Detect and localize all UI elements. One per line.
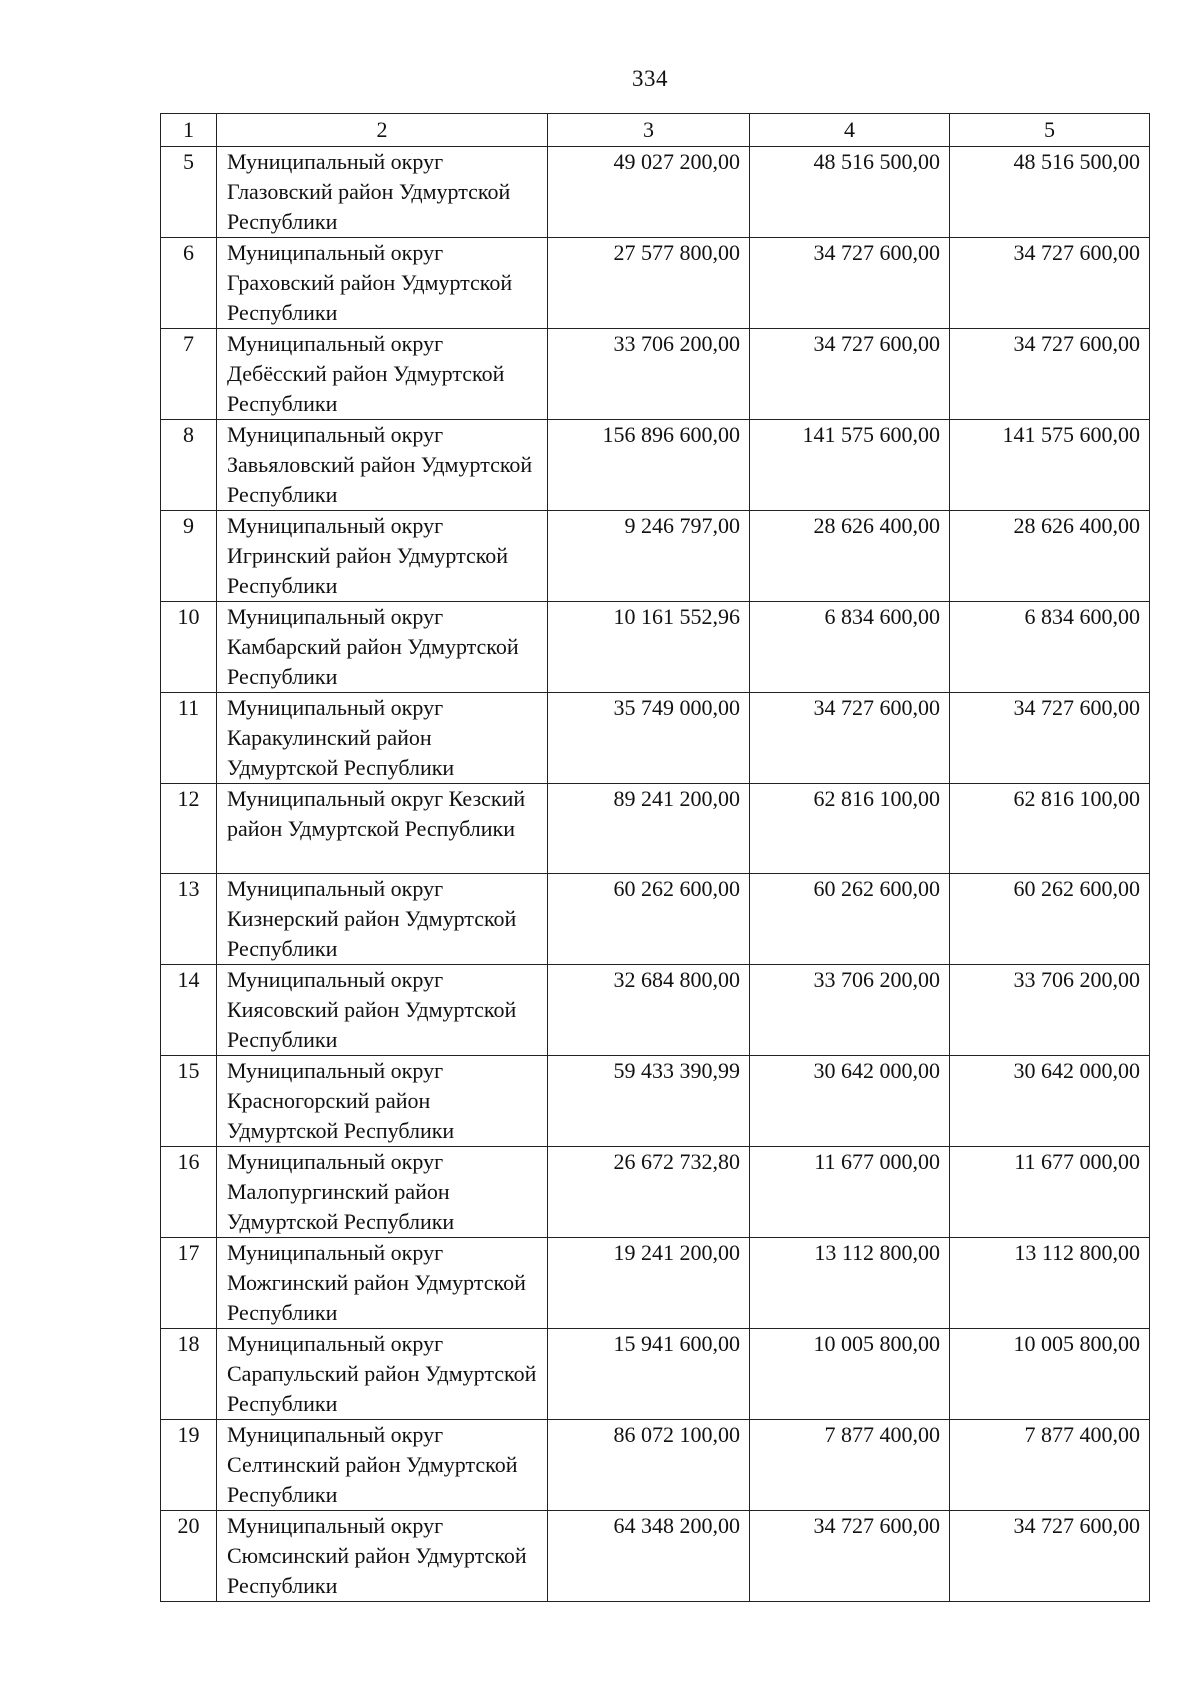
value-col-4: 62 816 100,00 (750, 784, 950, 874)
value-col-5: 28 626 400,00 (950, 511, 1150, 602)
value-col-5: 34 727 600,00 (950, 1511, 1150, 1602)
value-col-4: 10 005 800,00 (750, 1329, 950, 1420)
row-number: 12 (161, 784, 217, 874)
value-col-5: 34 727 600,00 (950, 329, 1150, 420)
row-number: 10 (161, 602, 217, 693)
value-col-3: 64 348 200,00 (548, 1511, 750, 1602)
row-number: 8 (161, 420, 217, 511)
value-col-3: 86 072 100,00 (548, 1420, 750, 1511)
municipality-name: Муниципальный округ Завьяловский район Удмуртской Республики (217, 420, 548, 511)
value-col-5: 13 112 800,00 (950, 1238, 1150, 1329)
value-col-4: 13 112 800,00 (750, 1238, 950, 1329)
value-col-5: 48 516 500,00 (950, 147, 1150, 238)
table-row (161, 329, 1150, 420)
municipality-name: Муниципальный округ Киясовский район Удмуртской Республики (217, 965, 548, 1056)
table-row (161, 420, 1150, 511)
value-col-4: 11 677 000,00 (750, 1147, 950, 1238)
row-number: 9 (161, 511, 217, 602)
municipality-name: Муниципальный округ Игринский район Удмуртской Республики (217, 511, 548, 602)
row-number: 17 (161, 1238, 217, 1329)
municipality-name: Муниципальный округ Селтинский район Удмуртской Республики (217, 1420, 548, 1511)
value-col-3: 33 706 200,00 (548, 329, 750, 420)
municipality-name: Муниципальный округ Можгинский район Удмуртской Республики (217, 1238, 548, 1329)
table-row (161, 238, 1150, 329)
header-cell-3: 3 (548, 114, 750, 147)
value-col-3: 26 672 732,80 (548, 1147, 750, 1238)
row-number: 18 (161, 1329, 217, 1420)
row-number: 7 (161, 329, 217, 420)
municipality-name: Муниципальный округ Каракулинский район Удмуртской Республики (217, 693, 548, 784)
table-row (161, 1147, 1150, 1238)
row-number: 5 (161, 147, 217, 238)
value-col-4: 6 834 600,00 (750, 602, 950, 693)
table-row (161, 1329, 1150, 1420)
municipality-name: Муниципальный округ Сарапульский район Удмуртской Республики (217, 1329, 548, 1420)
header-cell-4: 4 (750, 114, 950, 147)
municipality-name: Муниципальный округ Красногорский район Удмуртской Республики (217, 1056, 548, 1147)
value-col-3: 15 941 600,00 (548, 1329, 750, 1420)
table-row (161, 1056, 1150, 1147)
value-col-4: 34 727 600,00 (750, 1511, 950, 1602)
header-cell-1: 1 (161, 114, 217, 147)
value-col-4: 34 727 600,00 (750, 329, 950, 420)
value-col-5: 60 262 600,00 (950, 874, 1150, 965)
row-number: 11 (161, 693, 217, 784)
table-row (161, 1511, 1150, 1602)
value-col-4: 34 727 600,00 (750, 238, 950, 329)
value-col-5: 141 575 600,00 (950, 420, 1150, 511)
row-number: 6 (161, 238, 217, 329)
municipality-name: Муниципальный округ Камбарский район Удмуртской Республики (217, 602, 548, 693)
table-row (161, 1420, 1150, 1511)
value-col-3: 10 161 552,96 (548, 602, 750, 693)
table-row (161, 511, 1150, 602)
value-col-3: 27 577 800,00 (548, 238, 750, 329)
row-number: 20 (161, 1511, 217, 1602)
value-col-4: 33 706 200,00 (750, 965, 950, 1056)
value-col-5: 10 005 800,00 (950, 1329, 1150, 1420)
value-col-5: 34 727 600,00 (950, 693, 1150, 784)
value-col-4: 7 877 400,00 (750, 1420, 950, 1511)
municipality-name: Муниципальный округ Глазовский район Удмуртской Республики (217, 147, 548, 238)
municipality-name: Муниципальный округ Дебёсский район Удмуртской Республики (217, 329, 548, 420)
page-number: 334 (632, 66, 668, 91)
table-row (161, 874, 1150, 965)
value-col-3: 32 684 800,00 (548, 965, 750, 1056)
row-number: 15 (161, 1056, 217, 1147)
row-number: 14 (161, 965, 217, 1056)
value-col-3: 9 246 797,00 (548, 511, 750, 602)
table-row (161, 784, 1150, 874)
value-col-5: 30 642 000,00 (950, 1056, 1150, 1147)
value-col-4: 34 727 600,00 (750, 693, 950, 784)
value-col-3: 60 262 600,00 (548, 874, 750, 965)
municipality-name: Муниципальный округ Малопургинский район Удмуртской Республики (217, 1147, 548, 1238)
value-col-3: 49 027 200,00 (548, 147, 750, 238)
row-number: 19 (161, 1420, 217, 1511)
table-row (161, 147, 1150, 238)
table-row (161, 965, 1150, 1056)
header-cell-2: 2 (217, 114, 548, 147)
value-col-3: 156 896 600,00 (548, 420, 750, 511)
value-col-5: 7 877 400,00 (950, 1420, 1150, 1511)
value-col-3: 35 749 000,00 (548, 693, 750, 784)
value-col-4: 141 575 600,00 (750, 420, 950, 511)
municipality-name: Муниципальный округ Кезский район Удмуртской Республики (217, 784, 548, 874)
value-col-5: 33 706 200,00 (950, 965, 1150, 1056)
value-col-5: 34 727 600,00 (950, 238, 1150, 329)
table-body (161, 114, 1150, 1602)
value-col-3: 59 433 390,99 (548, 1056, 750, 1147)
table-row (161, 602, 1150, 693)
value-col-4: 60 262 600,00 (750, 874, 950, 965)
header-cell-5: 5 (950, 114, 1150, 147)
municipality-name: Муниципальный округ Кизнерский район Удмуртской Республики (217, 874, 548, 965)
table-row (161, 693, 1150, 784)
municipality-name: Муниципальный округ Сюмсинский район Удмуртской Республики (217, 1511, 548, 1602)
row-number: 16 (161, 1147, 217, 1238)
value-col-3: 19 241 200,00 (548, 1238, 750, 1329)
table-row (161, 1238, 1150, 1329)
header-row (161, 114, 1150, 147)
value-col-5: 62 816 100,00 (950, 784, 1150, 874)
value-col-3: 89 241 200,00 (548, 784, 750, 874)
municipality-name: Муниципальный округ Граховский район Удмуртской Республики (217, 238, 548, 329)
value-col-4: 48 516 500,00 (750, 147, 950, 238)
value-col-5: 6 834 600,00 (950, 602, 1150, 693)
value-col-4: 28 626 400,00 (750, 511, 950, 602)
value-col-4: 30 642 000,00 (750, 1056, 950, 1147)
budget-table (160, 113, 1150, 1602)
value-col-5: 11 677 000,00 (950, 1147, 1150, 1238)
row-number: 13 (161, 874, 217, 965)
